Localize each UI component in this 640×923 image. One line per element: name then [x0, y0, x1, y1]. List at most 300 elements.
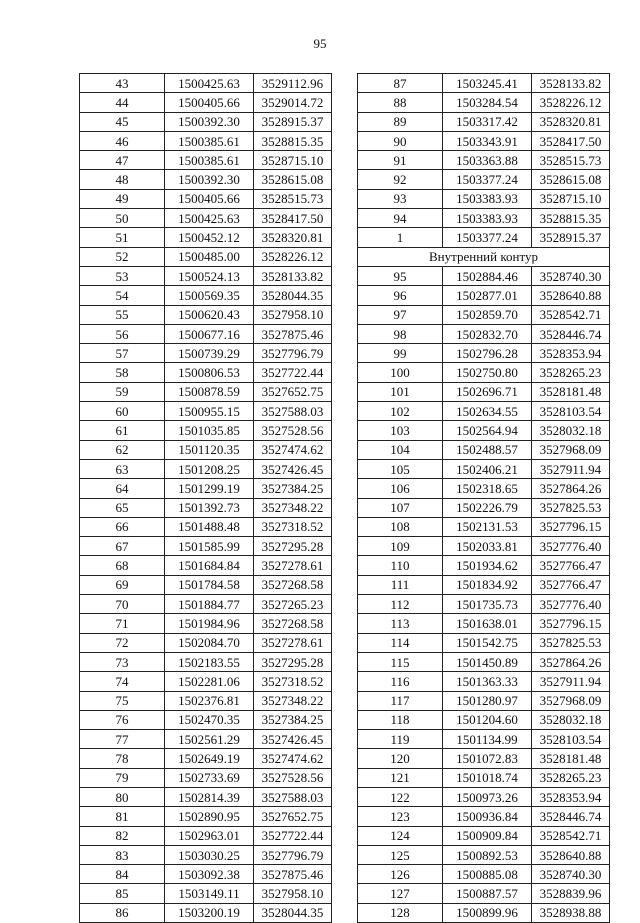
y-coordinate-cell: 3527766.47: [532, 556, 610, 575]
y-coordinate-cell: 3528133.82: [532, 74, 610, 93]
x-coordinate-cell: 1500485.00: [165, 247, 254, 266]
point-number-cell: 104: [358, 440, 443, 459]
table-row: [80, 305, 332, 324]
x-coordinate-cell: 1502832.70: [443, 324, 532, 343]
y-coordinate-cell: 3527588.03: [254, 402, 332, 421]
point-number-cell: 75: [80, 691, 165, 710]
table-row: [80, 652, 332, 671]
table-row: [358, 826, 610, 845]
table-row: [80, 112, 332, 131]
x-coordinate-cell: 1502084.70: [165, 633, 254, 652]
y-coordinate-cell: 3528542.71: [532, 305, 610, 324]
y-coordinate-cell: 3528044.35: [254, 903, 332, 922]
point-number-cell: 97: [358, 305, 443, 324]
x-coordinate-cell: 1501934.62: [443, 556, 532, 575]
x-coordinate-cell: 1501884.77: [165, 595, 254, 614]
table-row: [358, 884, 610, 903]
x-coordinate-cell: 1503343.91: [443, 131, 532, 150]
page-number: 95: [313, 36, 327, 51]
y-coordinate-cell: 3527958.10: [254, 305, 332, 324]
table-row: [80, 402, 332, 421]
x-coordinate-cell: 1501585.99: [165, 537, 254, 556]
table-row: [358, 595, 610, 614]
table-row: [80, 749, 332, 768]
point-number-cell: 92: [358, 170, 443, 189]
x-coordinate-cell: 1503363.88: [443, 151, 532, 170]
point-number-cell: 109: [358, 537, 443, 556]
y-coordinate-cell: 3528133.82: [254, 266, 332, 285]
point-number-cell: 90: [358, 131, 443, 150]
y-coordinate-cell: 3527348.22: [254, 498, 332, 517]
point-number-cell: 102: [358, 402, 443, 421]
y-coordinate-cell: 3527278.61: [254, 556, 332, 575]
point-number-cell: 126: [358, 865, 443, 884]
point-number-cell: 47: [80, 151, 165, 170]
point-number-cell: 49: [80, 189, 165, 208]
y-coordinate-cell: 3527528.56: [254, 768, 332, 787]
point-number-cell: 112: [358, 595, 443, 614]
x-coordinate-cell: 1503377.24: [443, 228, 532, 247]
x-coordinate-cell: 1501984.96: [165, 614, 254, 633]
x-coordinate-cell: 1502183.55: [165, 652, 254, 671]
point-number-cell: 105: [358, 459, 443, 478]
point-number-cell: 122: [358, 787, 443, 806]
y-coordinate-cell: 3528320.81: [254, 228, 332, 247]
point-number-cell: 96: [358, 286, 443, 305]
y-coordinate-cell: 3528446.74: [532, 807, 610, 826]
x-coordinate-cell: 1501392.73: [165, 498, 254, 517]
x-coordinate-cell: 1502796.28: [443, 344, 532, 363]
table-row: [80, 691, 332, 710]
table-row: [358, 382, 610, 401]
x-coordinate-cell: 1503383.93: [443, 189, 532, 208]
point-number-cell: 110: [358, 556, 443, 575]
y-coordinate-cell: 3528181.48: [532, 749, 610, 768]
x-coordinate-cell: 1501638.01: [443, 614, 532, 633]
point-number-cell: 84: [80, 865, 165, 884]
y-coordinate-cell: 3527426.45: [254, 730, 332, 749]
point-number-cell: 57: [80, 344, 165, 363]
point-number-cell: 113: [358, 614, 443, 633]
point-number-cell: 60: [80, 402, 165, 421]
table-row: [358, 189, 610, 208]
x-coordinate-cell: 1500739.29: [165, 344, 254, 363]
x-coordinate-cell: 1501280.97: [443, 691, 532, 710]
x-coordinate-cell: 1500909.84: [443, 826, 532, 845]
y-coordinate-cell: 3528226.12: [532, 93, 610, 112]
x-coordinate-cell: 1501035.85: [165, 421, 254, 440]
table-row: [80, 768, 332, 787]
y-coordinate-cell: 3527968.09: [532, 440, 610, 459]
y-coordinate-cell: 3528103.54: [532, 730, 610, 749]
y-coordinate-cell: 3527474.62: [254, 749, 332, 768]
x-coordinate-cell: 1502890.95: [165, 807, 254, 826]
x-coordinate-cell: 1502750.80: [443, 363, 532, 382]
x-coordinate-cell: 1502877.01: [443, 286, 532, 305]
y-coordinate-cell: 3527265.23: [254, 595, 332, 614]
point-number-cell: 128: [358, 903, 443, 922]
x-coordinate-cell: 1502318.65: [443, 479, 532, 498]
table-row: [358, 93, 610, 112]
table-row: [80, 93, 332, 112]
point-number-cell: 111: [358, 575, 443, 594]
point-number-cell: 44: [80, 93, 165, 112]
y-coordinate-cell: 3528740.30: [532, 865, 610, 884]
y-coordinate-cell: 3527348.22: [254, 691, 332, 710]
table-row: [80, 498, 332, 517]
point-number-cell: 91: [358, 151, 443, 170]
x-coordinate-cell: 1502564.94: [443, 421, 532, 440]
y-coordinate-cell: 3527875.46: [254, 324, 332, 343]
point-number-cell: 62: [80, 440, 165, 459]
x-coordinate-cell: 1500677.16: [165, 324, 254, 343]
table-row: [80, 74, 332, 93]
x-coordinate-cell: 1502814.39: [165, 787, 254, 806]
table-row: [358, 807, 610, 826]
table-row: [358, 209, 610, 228]
table-row: [80, 479, 332, 498]
table-row: [358, 324, 610, 343]
x-coordinate-cell: 1502561.29: [165, 730, 254, 749]
point-number-cell: 93: [358, 189, 443, 208]
x-coordinate-cell: 1502033.81: [443, 537, 532, 556]
table-row: [80, 247, 332, 266]
y-coordinate-cell: 3527722.44: [254, 363, 332, 382]
table-row: [358, 845, 610, 864]
y-coordinate-cell: 3528640.88: [532, 845, 610, 864]
x-coordinate-cell: 1502226.79: [443, 498, 532, 517]
point-number-cell: 58: [80, 363, 165, 382]
y-coordinate-cell: 3528915.37: [254, 112, 332, 131]
table-row: [358, 633, 610, 652]
table-row: [80, 633, 332, 652]
y-coordinate-cell: 3527796.15: [532, 614, 610, 633]
table-row: [80, 787, 332, 806]
x-coordinate-cell: 1503245.41: [443, 74, 532, 93]
x-coordinate-cell: 1500392.30: [165, 112, 254, 131]
table-row: [358, 479, 610, 498]
point-number-cell: 125: [358, 845, 443, 864]
y-coordinate-cell: 3527796.79: [254, 344, 332, 363]
table-row: [80, 865, 332, 884]
table-row: [358, 787, 610, 806]
table-row: [358, 151, 610, 170]
x-coordinate-cell: 1500425.63: [165, 74, 254, 93]
y-coordinate-cell: 3527652.75: [254, 382, 332, 401]
y-coordinate-cell: 3528044.35: [254, 286, 332, 305]
table-row: [358, 131, 610, 150]
x-coordinate-cell: 1501120.35: [165, 440, 254, 459]
point-number-cell: 59: [80, 382, 165, 401]
table-row: [80, 672, 332, 691]
table-row: [80, 382, 332, 401]
table-row: [80, 884, 332, 903]
y-coordinate-cell: 3527766.47: [532, 575, 610, 594]
x-coordinate-cell: 1503377.24: [443, 170, 532, 189]
x-coordinate-cell: 1502649.19: [165, 749, 254, 768]
point-number-cell: 88: [358, 93, 443, 112]
table-row: [80, 845, 332, 864]
point-number-cell: 98: [358, 324, 443, 343]
point-number-cell: 80: [80, 787, 165, 806]
x-coordinate-cell: 1501204.60: [443, 710, 532, 729]
table-row: [358, 363, 610, 382]
table-row: [358, 710, 610, 729]
x-coordinate-cell: 1501018.74: [443, 768, 532, 787]
y-coordinate-cell: 3528265.23: [532, 768, 610, 787]
table-row: [358, 730, 610, 749]
table-row: [358, 556, 610, 575]
table-row: [80, 459, 332, 478]
x-coordinate-cell: 1502634.55: [443, 402, 532, 421]
x-coordinate-cell: 1502884.46: [443, 266, 532, 285]
x-coordinate-cell: 1502131.53: [443, 517, 532, 536]
point-number-cell: 117: [358, 691, 443, 710]
y-coordinate-cell: 3528839.96: [532, 884, 610, 903]
point-number-cell: 46: [80, 131, 165, 150]
table-row: [80, 826, 332, 845]
x-coordinate-cell: 1503149.11: [165, 884, 254, 903]
x-coordinate-cell: 1500385.61: [165, 151, 254, 170]
point-number-cell: 118: [358, 710, 443, 729]
y-coordinate-cell: 3527295.28: [254, 652, 332, 671]
x-coordinate-cell: 1500392.30: [165, 170, 254, 189]
x-coordinate-cell: 1500405.66: [165, 189, 254, 208]
point-number-cell: 95: [358, 266, 443, 285]
table-row: [80, 131, 332, 150]
x-coordinate-cell: 1500955.15: [165, 402, 254, 421]
y-coordinate-cell: 3527796.79: [254, 845, 332, 864]
table-row: [80, 286, 332, 305]
y-coordinate-cell: 3527384.25: [254, 710, 332, 729]
x-coordinate-cell: 1500452.12: [165, 228, 254, 247]
section-header-row: [358, 247, 610, 266]
table-row: [80, 517, 332, 536]
y-coordinate-cell: 3527588.03: [254, 787, 332, 806]
y-coordinate-cell: 3527911.94: [532, 672, 610, 691]
y-coordinate-cell: 3528353.94: [532, 787, 610, 806]
x-coordinate-cell: 1502696.71: [443, 382, 532, 401]
y-coordinate-cell: 3528103.54: [532, 402, 610, 421]
x-coordinate-cell: 1501134.99: [443, 730, 532, 749]
y-coordinate-cell: 3528615.08: [254, 170, 332, 189]
point-number-cell: 73: [80, 652, 165, 671]
y-coordinate-cell: 3528446.74: [532, 324, 610, 343]
y-coordinate-cell: 3528740.30: [532, 266, 610, 285]
table-row: [358, 421, 610, 440]
point-number-cell: 70: [80, 595, 165, 614]
point-number-cell: 89: [358, 112, 443, 131]
point-number-cell: 48: [80, 170, 165, 189]
x-coordinate-cell: 1500385.61: [165, 131, 254, 150]
y-coordinate-cell: 3527268.58: [254, 575, 332, 594]
y-coordinate-cell: 3528715.10: [254, 151, 332, 170]
x-coordinate-cell: 1501208.25: [165, 459, 254, 478]
point-number-cell: 66: [80, 517, 165, 536]
table-row: [80, 710, 332, 729]
x-coordinate-cell: 1503383.93: [443, 209, 532, 228]
table-row: [358, 691, 610, 710]
table-row: [80, 363, 332, 382]
y-coordinate-cell: 3528615.08: [532, 170, 610, 189]
x-coordinate-cell: 1501735.73: [443, 595, 532, 614]
y-coordinate-cell: 3527968.09: [532, 691, 610, 710]
table-row: [80, 556, 332, 575]
x-coordinate-cell: 1502281.06: [165, 672, 254, 691]
y-coordinate-cell: 3528915.37: [532, 228, 610, 247]
x-coordinate-cell: 1502488.57: [443, 440, 532, 459]
y-coordinate-cell: 3528417.50: [532, 131, 610, 150]
table-row: [80, 595, 332, 614]
point-number-cell: 94: [358, 209, 443, 228]
x-coordinate-cell: 1500524.13: [165, 266, 254, 285]
table-row: [358, 575, 610, 594]
y-coordinate-cell: 3527796.15: [532, 517, 610, 536]
table-row: [358, 112, 610, 131]
table-row: [80, 266, 332, 285]
point-number-cell: 108: [358, 517, 443, 536]
table-row: [358, 865, 610, 884]
y-coordinate-cell: 3527864.26: [532, 652, 610, 671]
x-coordinate-cell: 1503200.19: [165, 903, 254, 922]
point-number-cell: 107: [358, 498, 443, 517]
x-coordinate-cell: 1502376.81: [165, 691, 254, 710]
x-coordinate-cell: 1500425.63: [165, 209, 254, 228]
point-number-cell: 85: [80, 884, 165, 903]
y-coordinate-cell: 3528715.10: [532, 189, 610, 208]
x-coordinate-cell: 1503030.25: [165, 845, 254, 864]
point-number-cell: 119: [358, 730, 443, 749]
point-number-cell: 124: [358, 826, 443, 845]
point-number-cell: 81: [80, 807, 165, 826]
point-number-cell: 64: [80, 479, 165, 498]
point-number-cell: 76: [80, 710, 165, 729]
y-coordinate-cell: 3528815.35: [532, 209, 610, 228]
point-number-cell: 99: [358, 344, 443, 363]
y-coordinate-cell: 3527825.53: [532, 633, 610, 652]
y-coordinate-cell: 3527864.26: [532, 479, 610, 498]
y-coordinate-cell: 3527384.25: [254, 479, 332, 498]
table-row: [358, 228, 610, 247]
coordinates-table-right: [357, 73, 610, 923]
x-coordinate-cell: 1501542.75: [443, 633, 532, 652]
table-row: [80, 807, 332, 826]
table-row: [358, 498, 610, 517]
y-coordinate-cell: 3528353.94: [532, 344, 610, 363]
y-coordinate-cell: 3527825.53: [532, 498, 610, 517]
y-coordinate-cell: 3527268.58: [254, 614, 332, 633]
x-coordinate-cell: 1500936.84: [443, 807, 532, 826]
table-row: [358, 440, 610, 459]
y-coordinate-cell: 3527776.40: [532, 537, 610, 556]
y-coordinate-cell: 3528515.73: [532, 151, 610, 170]
y-coordinate-cell: 3527295.28: [254, 537, 332, 556]
point-number-cell: 115: [358, 652, 443, 671]
x-coordinate-cell: 1501784.58: [165, 575, 254, 594]
point-number-cell: 65: [80, 498, 165, 517]
point-number-cell: 87: [358, 74, 443, 93]
y-coordinate-cell: 3527318.52: [254, 517, 332, 536]
x-coordinate-cell: 1501488.48: [165, 517, 254, 536]
point-number-cell: 69: [80, 575, 165, 594]
point-number-cell: 127: [358, 884, 443, 903]
y-coordinate-cell: 3527911.94: [532, 459, 610, 478]
point-number-cell: 106: [358, 479, 443, 498]
x-coordinate-cell: 1500405.66: [165, 93, 254, 112]
point-number-cell: 74: [80, 672, 165, 691]
point-number-cell: 101: [358, 382, 443, 401]
point-number-cell: 45: [80, 112, 165, 131]
x-coordinate-cell: 1500806.53: [165, 363, 254, 382]
point-number-cell: 72: [80, 633, 165, 652]
x-coordinate-cell: 1501684.84: [165, 556, 254, 575]
y-coordinate-cell: 3527528.56: [254, 421, 332, 440]
y-coordinate-cell: 3528181.48: [532, 382, 610, 401]
point-number-cell: 53: [80, 266, 165, 285]
point-number-cell: 79: [80, 768, 165, 787]
y-coordinate-cell: 3529112.96: [254, 74, 332, 93]
x-coordinate-cell: 1500973.26: [443, 787, 532, 806]
inner-contour-label: Внутренний контур: [358, 247, 610, 266]
table-row: [80, 575, 332, 594]
y-coordinate-cell: 3528226.12: [254, 247, 332, 266]
point-number-cell: 50: [80, 209, 165, 228]
table-row: [358, 749, 610, 768]
x-coordinate-cell: 1500569.35: [165, 286, 254, 305]
table-row: [358, 170, 610, 189]
table-row: [358, 517, 610, 536]
point-number-cell: 78: [80, 749, 165, 768]
point-number-cell: 55: [80, 305, 165, 324]
y-coordinate-cell: 3527278.61: [254, 633, 332, 652]
x-coordinate-cell: 1501072.83: [443, 749, 532, 768]
table-row: [80, 170, 332, 189]
y-coordinate-cell: 3528417.50: [254, 209, 332, 228]
table-row: [80, 228, 332, 247]
x-coordinate-cell: 1502406.21: [443, 459, 532, 478]
point-number-cell: 123: [358, 807, 443, 826]
point-number-cell: 120: [358, 749, 443, 768]
y-coordinate-cell: 3527722.44: [254, 826, 332, 845]
point-number-cell: 43: [80, 74, 165, 93]
point-number-cell: 71: [80, 614, 165, 633]
table-row: [80, 421, 332, 440]
table-row: [80, 614, 332, 633]
point-number-cell: 86: [80, 903, 165, 922]
point-number-cell: 54: [80, 286, 165, 305]
table-row: [358, 286, 610, 305]
point-number-cell: 51: [80, 228, 165, 247]
y-coordinate-cell: 3528938.88: [532, 903, 610, 922]
x-coordinate-cell: 1500885.08: [443, 865, 532, 884]
point-number-cell: 67: [80, 537, 165, 556]
table-row: [358, 344, 610, 363]
x-coordinate-cell: 1501363.33: [443, 672, 532, 691]
table-row: [358, 672, 610, 691]
y-coordinate-cell: 3527875.46: [254, 865, 332, 884]
point-number-cell: 1: [358, 228, 443, 247]
y-coordinate-cell: 3528265.23: [532, 363, 610, 382]
y-coordinate-cell: 3527958.10: [254, 884, 332, 903]
point-number-cell: 52: [80, 247, 165, 266]
table-row: [80, 209, 332, 228]
point-number-cell: 114: [358, 633, 443, 652]
point-number-cell: 100: [358, 363, 443, 382]
y-coordinate-cell: 3528515.73: [254, 189, 332, 208]
table-row: [358, 402, 610, 421]
table-row: [358, 266, 610, 285]
table-row: [80, 537, 332, 556]
